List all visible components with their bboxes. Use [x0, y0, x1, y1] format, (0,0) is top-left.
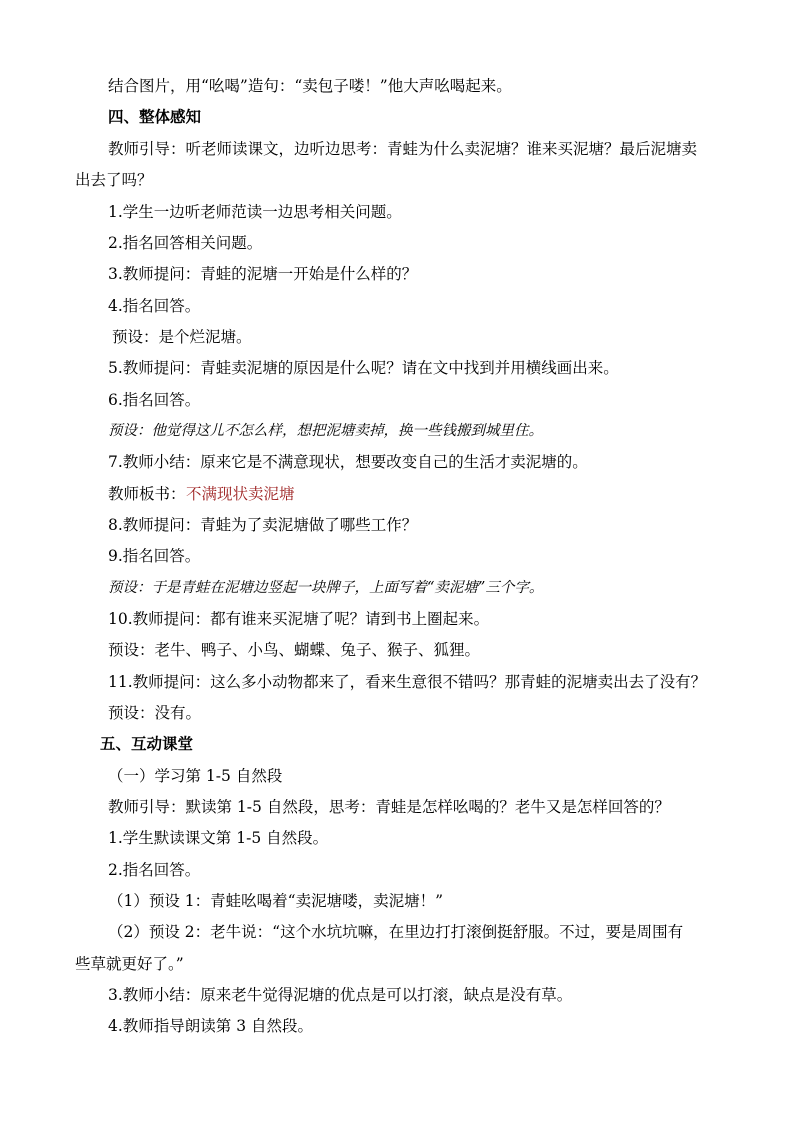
text-line: 预设：老牛、鸭子、小鸟、蝴蝶、兔子、猴子、狐狸。	[108, 641, 481, 659]
text-line-quote: 预设：于是青蛙在泥塘边竖起一块牌子，上面写着“卖泥塘”三个字。	[108, 580, 544, 596]
text-line: 3.教师提问：青蛙的泥塘一开始是什么样的？	[108, 265, 418, 283]
board-text: 不满现状卖泥塘	[186, 485, 295, 503]
text-line-quote: 预设：他觉得这儿不怎么样，想把泥塘卖掉，换一些钱搬到城里住。	[108, 423, 543, 439]
board-label: 教师板书：	[108, 485, 186, 503]
section-heading: 五、互动课堂	[100, 734, 194, 753]
text-line: 预设：没有。	[108, 704, 202, 722]
text-line: 教师引导：默读第 1-5 自然段，思考：青蛙是怎样吆喝的？老牛又是怎样回答的？	[108, 798, 670, 816]
section-heading: 四、整体感知	[108, 107, 202, 126]
text-line: 8.教师提问：青蛙为了卖泥塘做了哪些工作？	[108, 516, 418, 534]
subsection-heading: （一）学习第 1-5 自然段	[108, 767, 283, 785]
text-line: 4.指名回答。	[108, 297, 201, 315]
text-line: 教师引导：听老师读课文，边听边思考：青蛙为什么卖泥塘？谁来买泥塘？最后泥塘卖	[108, 140, 698, 158]
text-line: 11.教师提问：这么多小动物都来了，看来生意很不错吗？那青蛙的泥塘卖出去了没有？	[108, 673, 707, 691]
text-line: 些草就更好了。”	[75, 955, 184, 973]
text-line: 2.指名回答相关问题。	[108, 234, 263, 252]
text-line: 7.教师小结：原来它是不满意现状，想要改变自己的生活才卖泥塘的。	[108, 453, 588, 471]
text-line: 1.学生默读课文第 1-5 自然段。	[108, 829, 329, 847]
text-line: 4.教师指导朗读第 3 自然段。	[108, 1017, 314, 1035]
text-line: 2.指名回答。	[108, 861, 201, 879]
text-line: 出去了吗？	[75, 171, 153, 189]
text-line: 10.教师提问：都有谁来买泥塘了呢？请到书上圈起来。	[108, 610, 490, 628]
text-line: 6.指名回答。	[108, 391, 201, 409]
text-line: 5.教师提问：青蛙卖泥塘的原因是什么呢？请在文中找到并用横线画出来。	[108, 359, 619, 377]
text-line: 1.学生一边听老师范读一边思考相关问题。	[108, 203, 402, 221]
text-line: （2）预设 2：老牛说：“这个水坑坑嘛，在里边打打滚倒挺舒服。不过，要是周围有	[108, 923, 684, 941]
text-line: 预设：是个烂泥塘。	[112, 328, 252, 346]
text-line: （1）预设 1：青蛙吆喝着“卖泥塘喽，卖泥塘！”	[108, 892, 443, 910]
text-line: 9.指名回答。	[108, 547, 201, 565]
text-line: 3.教师小结：原来老牛觉得泥塘的优点是可以打滚，缺点是没有草。	[108, 986, 573, 1004]
text-line: 结合图片，用“吆喝”造句：“卖包子喽！”他大声吆喝起来。	[108, 77, 512, 95]
